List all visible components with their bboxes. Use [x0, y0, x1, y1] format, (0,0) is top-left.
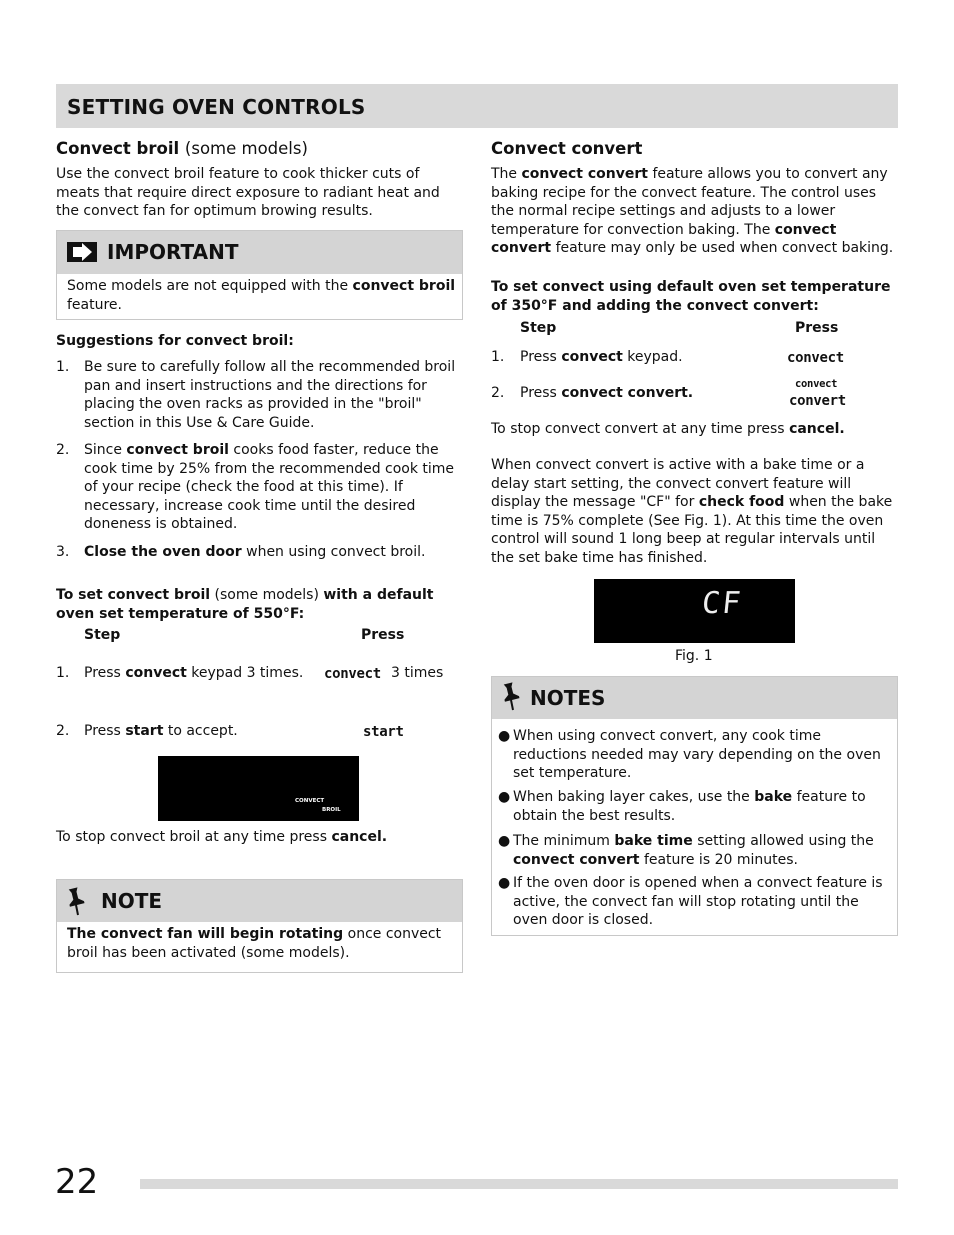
note-body-bold: The convect fan will begin rotating	[67, 926, 344, 942]
step-text-post: keypad 3 times.	[191, 665, 304, 681]
step-text	[520, 348, 683, 366]
step-column-label: Step	[84, 627, 121, 643]
stop-convert-bold: cancel.	[789, 421, 845, 437]
list-item	[56, 358, 466, 434]
display-broil-label: BROIL	[322, 807, 341, 813]
step-text-bold: convect convert.	[561, 385, 694, 401]
active-p-bold: check food	[698, 494, 785, 511]
list-number: 2.	[56, 442, 70, 458]
notes-item-text: If the oven door is opened when a convect feature is active, the convect fan will stop rotating until the oven door is closed.	[513, 875, 883, 928]
important-body-bold: convect broil	[352, 278, 456, 294]
step-text-post: keypad.	[627, 349, 683, 365]
display-convect-label: CONVECT	[295, 798, 325, 804]
start-key: start	[363, 724, 404, 740]
step-text-pre: Press	[520, 349, 557, 365]
step-text	[84, 722, 238, 740]
step-text-bold: convect	[561, 349, 623, 365]
bullet-icon: ●	[498, 833, 511, 849]
notes-item-text	[513, 832, 888, 869]
step-text-bold: convect	[125, 665, 187, 681]
set-convect-convert-heading: To set convect using default oven set temperature of 350°F and adding the convect convert:	[491, 279, 891, 314]
step-number: 2.	[491, 385, 505, 401]
convect-broil-intro: Use the convect broil feature to cook thicker cuts of meats that require direct exposure to radiant heat and the convect fan for optimum browing results.	[56, 166, 440, 220]
figure-caption: Fig. 1	[675, 648, 713, 664]
notes-item-post: feature is 20 minutes.	[643, 851, 798, 868]
page-title: SETTING OVEN CONTROLS	[67, 95, 366, 119]
convert-p-post: feature may only be used when convect baking.	[555, 240, 894, 257]
list-text	[84, 441, 466, 534]
key-times-label: 3 times	[391, 665, 444, 681]
cf-display-figure	[594, 579, 795, 643]
convect-broil-heading-bold: Convect broil	[56, 139, 180, 158]
important-title: IMPORTANT	[107, 240, 239, 264]
step-text	[84, 664, 303, 682]
stop-convect-convert-text	[491, 420, 896, 439]
notes-item-text	[513, 788, 888, 825]
notes-item-text: When using convect convert, any cook time reductions needed may vary depending on the oven set temperature.	[513, 728, 881, 781]
bullet-icon: ●	[498, 728, 511, 744]
footer-bar	[140, 1179, 898, 1189]
convert-p-pre: The	[491, 166, 518, 182]
display-cf-text: CF	[700, 586, 745, 621]
convert-p-bold1: convect convert	[521, 166, 648, 182]
step-text-pre: Press	[520, 385, 557, 401]
step-text-post: to accept.	[167, 723, 238, 739]
list-number: 1.	[56, 359, 70, 375]
note-body	[67, 925, 457, 962]
list-text	[84, 543, 466, 562]
step-number: 1.	[491, 349, 505, 365]
notes-item-post: feature to obtain the best results.	[513, 789, 866, 824]
note-body-suffix: once convect broil has been activated (some models).	[67, 926, 442, 961]
convect-broil-display	[158, 756, 359, 821]
notes-item-pre: When baking layer cakes, use the	[513, 789, 750, 805]
notes-item-mid: setting allowed using the	[697, 833, 874, 849]
step-number: 1.	[56, 665, 70, 681]
notes-title: NOTES	[530, 686, 606, 710]
list-text-bold: Close the oven door	[84, 544, 242, 560]
convect-broil-heading-light: (some models)	[184, 139, 308, 158]
convert-p-mid: feature allows you to convert any baking recipe for the convect feature. The control uses the normal recipe settings and adjusts to a lower temperature for convection baking. The	[491, 166, 888, 238]
step-text-pre: Press	[84, 665, 121, 681]
list-item	[56, 543, 466, 563]
set-broil-heading-bold2: with a default oven set temperature of 550°F:	[56, 587, 434, 622]
stop-convert-prefix: To stop convect convert at any time press	[491, 421, 785, 437]
convect-small-key: convect	[795, 378, 838, 390]
stop-convect-broil-text	[56, 828, 466, 847]
convect-broil-heading	[56, 139, 466, 159]
step-number: 2.	[56, 723, 70, 739]
convect-convert-paragraph	[491, 165, 896, 258]
note-title: NOTE	[101, 889, 163, 913]
step-text	[520, 384, 693, 402]
list-text-post: when using convect broil.	[246, 544, 426, 560]
stop-broil-prefix: To stop convect broil at any time press	[56, 829, 327, 845]
list-text-post: cooks food faster, reduce the cook time by 25% from the recommended cook time of your recipe (check the food at this time). If necessary, increase cook time until the desired doneness is obtained.	[84, 442, 455, 532]
notes-item-pre: The minimum	[513, 833, 610, 849]
active-p-pre: When convect convert is active with a bake time or a delay start setting, the convect convert feature will display the message "CF" for	[491, 457, 865, 511]
set-convect-broil-heading	[56, 586, 466, 623]
stop-broil-bold: cancel.	[331, 829, 388, 845]
set-broil-heading-bold1: To set convect broil	[56, 587, 211, 603]
notes-item-bold: bake	[754, 789, 793, 805]
list-text: Be sure to carefully follow all the recommended broil pan and insert instructions and the directions for placing the oven racks as provided in the "broil" section in this Use & Care Guide.	[84, 359, 456, 431]
convect-key: convect	[324, 666, 381, 682]
active-p-post: when the bake time is 75% complete (See Fig. 1). At this time the oven control will sound 1 long beep at regular intervals until the set bake time has finished.	[491, 494, 893, 566]
suggestions-heading: Suggestions for convect broil:	[56, 333, 294, 349]
important-body-suffix: feature.	[67, 296, 122, 313]
press-column-label: Press	[795, 320, 839, 336]
convect-convert-heading: Convect convert	[491, 139, 643, 158]
page-number: 22	[55, 1162, 99, 1202]
important-body-prefix: Some models are not equipped with the	[67, 278, 349, 294]
bullet-icon: ●	[498, 875, 511, 891]
note-callout	[56, 879, 463, 973]
list-item	[56, 441, 466, 537]
convert-key: convert	[789, 393, 846, 409]
convect-convert-active-paragraph	[491, 456, 896, 568]
list-text-pre: Since	[84, 442, 122, 458]
convert-p-bold2: convect convert	[491, 221, 837, 257]
convect-key: convect	[787, 350, 844, 366]
notes-item-bold: bake time	[614, 833, 693, 849]
arrow-right-icon	[67, 239, 97, 271]
notes-item-bold2: convect convert	[513, 851, 640, 868]
step-text-bold: start	[125, 723, 164, 739]
list-number: 3.	[56, 544, 70, 560]
press-column-label: Press	[361, 627, 405, 643]
pushpin-icon	[66, 886, 88, 922]
set-broil-heading-light: (some models)	[214, 587, 319, 603]
step-column-label: Step	[520, 320, 557, 336]
list-text-bold: convect broil	[126, 442, 229, 458]
important-body	[67, 277, 457, 314]
bullet-icon: ●	[498, 789, 511, 805]
pushpin-icon	[501, 681, 523, 717]
step-text-pre: Press	[84, 723, 121, 739]
important-callout	[56, 230, 463, 320]
